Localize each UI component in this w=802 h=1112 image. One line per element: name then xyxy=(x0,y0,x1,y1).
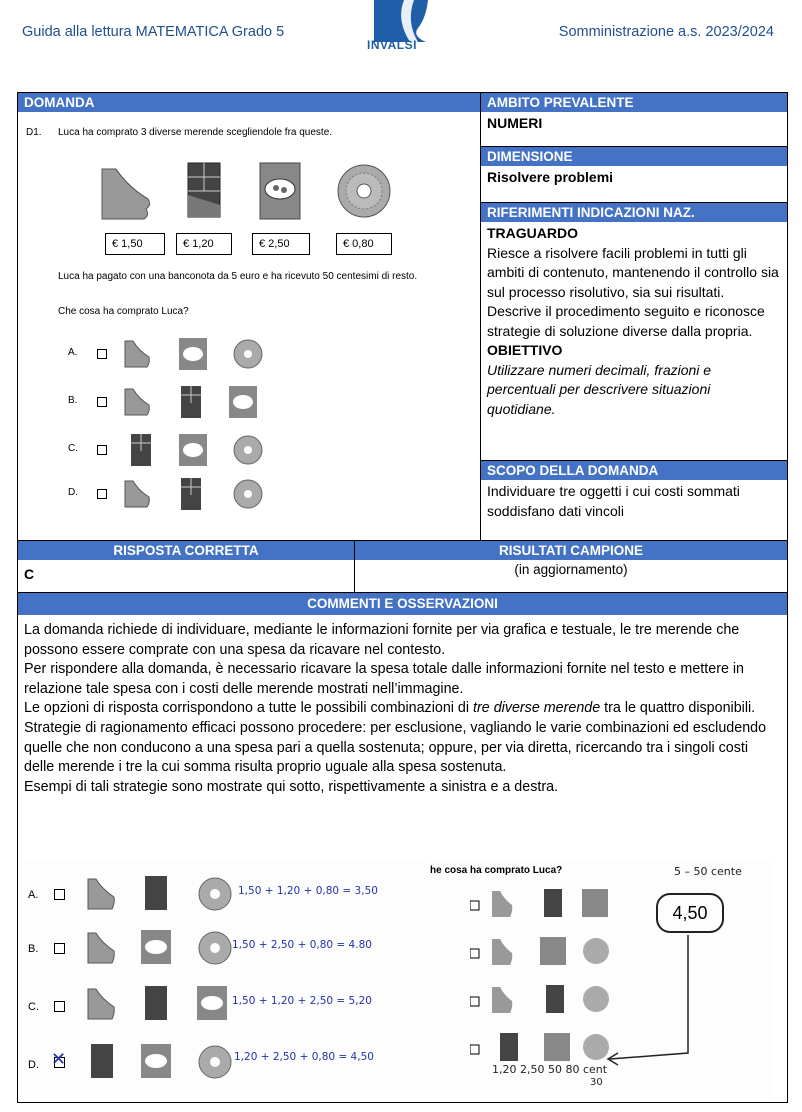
handwritten-note: 5 – 50 cente xyxy=(674,865,742,878)
cake-slice-icon xyxy=(86,987,116,1021)
chocolate-bar-icon xyxy=(130,433,152,467)
donut-icon xyxy=(198,877,232,911)
price-pack: € 2,50 xyxy=(252,233,310,255)
scopo-title: SCOPO DELLA DOMANDA xyxy=(481,461,787,480)
obiettivo-text: Utilizzare numeri decimali, frazioni e percentuali per descrivere situazioni quotidiane. xyxy=(487,361,712,417)
question-stem: Luca ha comprato 3 diverse merende scegliendole fra queste. xyxy=(58,127,333,138)
answer-row xyxy=(18,540,787,592)
domanda-title: DOMANDA xyxy=(18,93,480,112)
handwritten-calc: 1,50 + 1,20 + 2,50 = 5,20 xyxy=(232,995,372,1007)
question-body: Luca ha pagato con una banconota da 5 euro e ha ricevuto 50 centesimi di resto. xyxy=(58,271,418,282)
scan-right-snacks xyxy=(470,889,630,1089)
risultati-title: RISULTATI CAMPIONE xyxy=(355,541,787,560)
risposta-title: RISPOSTA CORRETTA xyxy=(18,541,354,560)
handwritten-bottom-note-2: 30 xyxy=(590,1077,603,1088)
comment-p5: Esempi di tali strategie sono mostrate qui sotto, rispettivamente a sinistra e a destra. xyxy=(24,778,559,795)
logo-text: INVALSI xyxy=(367,38,417,52)
scan-left-row-b xyxy=(24,929,428,979)
donut-icon xyxy=(233,339,263,369)
comment-p3a: Le opzioni di risposta corrispondono a tutte le possibili combinazioni di xyxy=(24,700,474,717)
question-number: D1. xyxy=(26,127,42,138)
scan-left-row-a xyxy=(24,875,428,925)
guide-table xyxy=(17,92,788,1103)
comments-band xyxy=(18,592,787,615)
traguardo-title: TRAGUARDO xyxy=(487,225,578,241)
snack-pack-icon xyxy=(140,1043,172,1079)
handwritten-calc: 1,50 + 1,20 + 0,80 = 3,50 xyxy=(238,885,378,897)
handwritten-calc: 1,50 + 2,50 + 0,80 = 4.80 xyxy=(232,939,372,951)
scan-right-example xyxy=(430,859,770,1097)
scan-option-letter: A. xyxy=(28,889,39,901)
chocolate-bar-icon xyxy=(180,385,202,419)
scan-question: he cosa ha comprato Luca? xyxy=(430,865,563,876)
risultati-cell xyxy=(355,541,787,593)
chocolate-bar-icon xyxy=(90,1043,114,1079)
price-donut: € 0,80 xyxy=(336,233,392,255)
scan-option-letter: C. xyxy=(28,1001,39,1013)
scopo-value: Individuare tre oggetti i cui costi sommati soddisfano dati vincoli xyxy=(487,483,740,519)
scan-left-row-d xyxy=(24,1041,428,1091)
chocolate-bar-icon xyxy=(186,161,224,219)
option-letter: A. xyxy=(68,347,78,358)
riferimenti-title: RIFERIMENTI INDICAZIONI NAZ. xyxy=(481,203,787,222)
donut-icon xyxy=(233,479,263,509)
price-cake: € 1,50 xyxy=(105,233,165,255)
riferimenti-body xyxy=(481,222,787,461)
question-prompt: Che cosa ha comprato Luca? xyxy=(58,306,189,317)
risposta-value: C xyxy=(24,566,35,582)
header-right: Somministrazione a.s. 2023/2024 xyxy=(558,24,774,40)
donut-icon xyxy=(198,931,232,965)
handwritten-calc: 1,20 + 2,50 + 0,80 = 4,50 xyxy=(234,1051,374,1063)
cake-slice-icon xyxy=(123,387,151,417)
risultati-value: (in aggiornamento) xyxy=(514,562,628,577)
header-left: Guida alla lettura MATEMATICA Grado 5 xyxy=(22,24,285,40)
option-checkbox[interactable] xyxy=(97,489,107,499)
snack-pack-icon xyxy=(140,929,172,965)
cake-slice-icon xyxy=(86,877,116,911)
snack-pack-icon xyxy=(228,385,258,419)
ambito-title: AMBITO PREVALENTE xyxy=(481,93,787,112)
cake-slice-icon xyxy=(98,165,156,221)
chocolate-bar-icon xyxy=(180,477,202,511)
handwritten-bottom-note: 1,20 2,50 50 80 cent xyxy=(492,1063,608,1076)
snack-pack-icon xyxy=(258,161,302,221)
boxed-total-text: 4,50 xyxy=(672,903,708,923)
traguardo-text: Riesce a risolvere facili problemi in tutti gli ambiti di contenuto, mantenendo il controllo sia sul processo risolutivo, sia sui risultati. Descrive il procedimento seguito e riconosce strategie di soluzione diverse dalla propria. xyxy=(487,244,779,339)
option-letter: D. xyxy=(68,487,78,498)
comment-p2: Per rispondere alla domanda, è necessario ricavare la spesa totale dalle informazioni fornite nel testo e mettere in relazione tale spesa con i costi delle merende mostrati nell’immagine. xyxy=(24,661,745,697)
option-checkbox[interactable] xyxy=(97,397,107,407)
price-chocolate: € 1,20 xyxy=(176,233,232,255)
question-column xyxy=(18,93,481,540)
snack-pack-icon xyxy=(178,433,208,467)
comments-title: COMMENTI E OSSERVAZIONI xyxy=(18,593,787,615)
chocolate-bar-icon xyxy=(144,985,168,1021)
dimensione-title: DIMENSIONE xyxy=(481,147,787,166)
comments-text xyxy=(18,621,787,797)
comment-p4: Strategie di ragionamento efficaci possono procedere: per esclusione, vagliando le varie combinazioni ed escludendo quelle che non conducono a una spesa pari a quella sostenuta; oppure, per via diretta, ricercando tra i singoli costi delle merende i tre la cui somma risulta proprio uguale alla spesa sostenuta. xyxy=(24,719,767,776)
obiettivo-title: OBIETTIVO xyxy=(487,342,563,358)
chocolate-bar-icon xyxy=(144,875,168,911)
dimensione-value: Risolvere problemi xyxy=(481,166,787,203)
donut-icon xyxy=(233,435,263,465)
scan-checkbox xyxy=(54,889,65,900)
scan-left-row-c xyxy=(24,983,428,1033)
risposta-cell xyxy=(18,541,355,593)
option-letter: C. xyxy=(68,443,78,454)
cake-slice-icon xyxy=(86,931,116,965)
comment-p3 xyxy=(24,699,781,719)
comment-p3b: tra le quattro disponibili. xyxy=(600,700,756,717)
scan-left-example xyxy=(24,859,428,1097)
comment-p1: La domanda richiede di individuare, mediante le informazioni fornite per via grafica e testuale, le tre merende che possono essere comprate con una spesa da ricavare nel contesto. xyxy=(24,622,740,658)
cross-mark-icon: ✕ xyxy=(51,1049,67,1069)
scan-option-letter: B. xyxy=(28,943,39,955)
option-checkbox[interactable] xyxy=(97,349,107,359)
scan-checkbox xyxy=(54,1001,65,1012)
donut-icon xyxy=(336,163,392,219)
comment-p3-italic: tre diverse merende xyxy=(473,700,601,717)
scan-option-letter: D. xyxy=(28,1059,39,1071)
option-checkbox[interactable] xyxy=(97,445,107,455)
cake-slice-icon xyxy=(123,339,151,369)
option-letter: B. xyxy=(68,395,78,406)
invalsi-logo-icon xyxy=(366,0,436,62)
donut-icon xyxy=(198,1045,232,1079)
snack-pack-icon xyxy=(178,337,208,371)
cake-slice-icon xyxy=(123,479,151,509)
info-column xyxy=(481,93,787,540)
snack-pack-icon xyxy=(196,985,228,1021)
scan-checkbox xyxy=(54,943,65,954)
ambito-value: NUMERI xyxy=(481,112,787,147)
